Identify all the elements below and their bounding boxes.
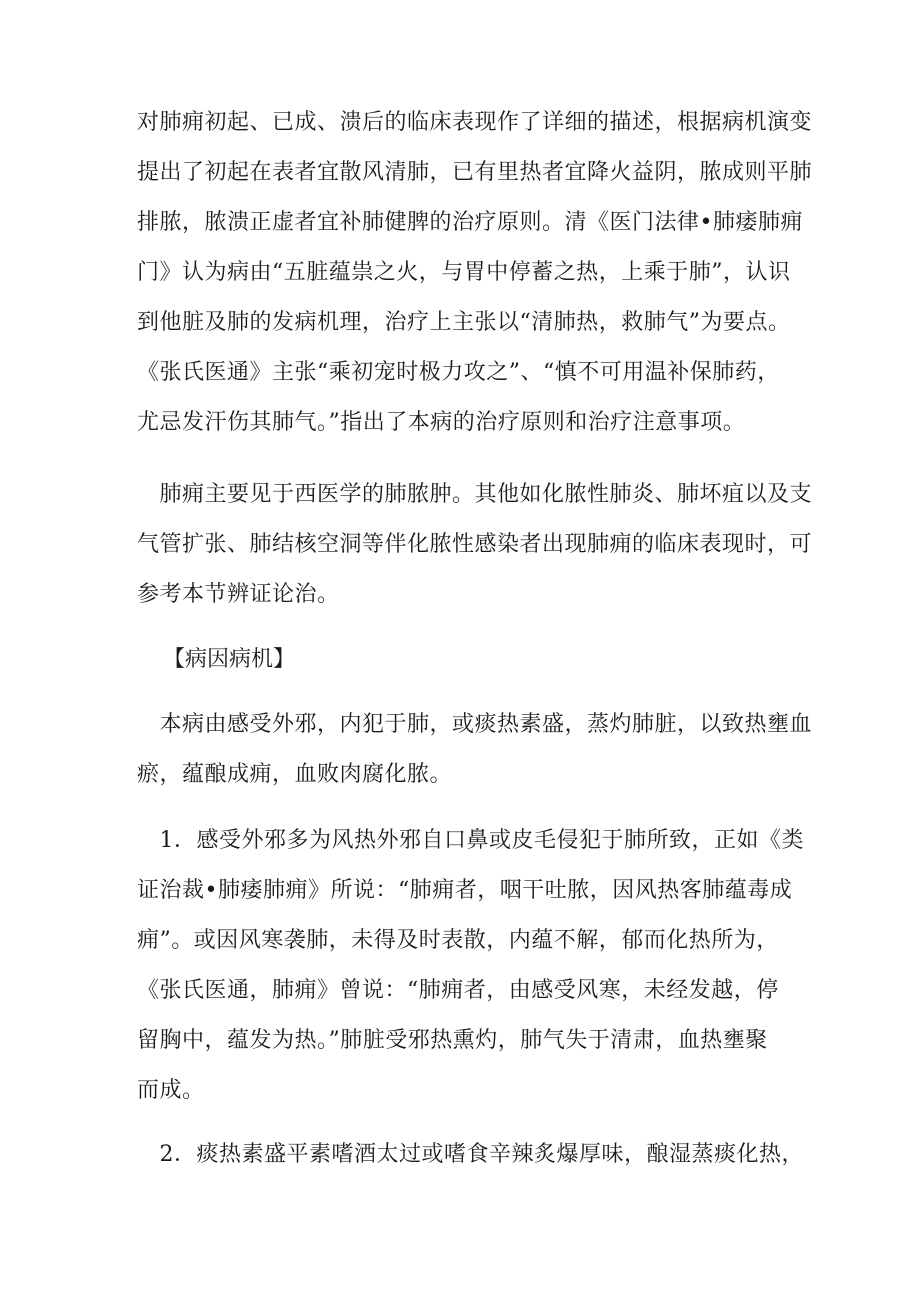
section-heading: 【病因病机】 <box>163 647 296 672</box>
text-line: 门》认为病由“五脏蕴祟之火，与胃中停蓄之热，上乘于肺”，认识 <box>137 260 791 285</box>
text-line: 对肺痈初起、已成、溃后的临床表现作了详细的描述，根据病机演变 <box>137 110 813 135</box>
text-line: 2．痰热素盛平素嗜酒太过或嗜食辛辣炙爆厚味，酿湿蒸痰化热， <box>137 1142 804 1167</box>
text-line: 《张氏医通，肺痈》曾说：“肺痈者，由感受风寒，未经发越，停 <box>137 978 779 1003</box>
paragraph-2 <box>137 470 813 620</box>
text-line: 证治裁•肺痿肺痈》所说：“肺痈者，咽干吐脓，因风热客肺蕴毒成 <box>137 878 793 903</box>
text-line: 而成。 <box>137 1078 205 1103</box>
text-line: 留胸中，蕴发为热。”肺脏受邪热熏灼，肺气失于清肃，血热壅聚 <box>137 1028 768 1053</box>
text-line: 本病由感受外邪，内犯于肺，或痰热素盛，蒸灼肺脏，以致热壅血 <box>137 712 813 737</box>
paragraph-1 <box>137 98 813 448</box>
text-line: 1．感受外邪多为风热外邪自口鼻或皮毛侵犯于肺所致，正如《类 <box>137 828 804 853</box>
paragraph-5 <box>137 1130 804 1180</box>
text-line: 痈”。或因风寒袭肺，未得及时表散，内蕴不解，郁而化热所为， <box>137 928 779 953</box>
text-line: 到他脏及肺的发病机理，治疗上主张以“清肺热，救肺气”为要点。 <box>137 310 791 335</box>
text-line: 参考本节辨证论治。 <box>137 582 340 607</box>
text-line: 排脓，脓溃正虚者宜补肺健脾的治疗原则。清《医门法律•肺痿肺痈 <box>137 210 803 235</box>
text-line: 瘀，蕴酿成痈，血败肉腐化脓。 <box>137 762 453 787</box>
paragraph-3 <box>137 700 813 800</box>
paragraph-4 <box>137 816 804 1116</box>
text-line: 提出了初起在表者宜散风清肺，已有里热者宜降火益阴，脓成则平肺 <box>137 160 813 185</box>
text-line: 尤忌发汗伤其肺气。”指出了本病的治疗原则和治疗注意事项。 <box>137 410 746 435</box>
text-line: 肺痈主要见于西医学的肺脓肿。其他如化脓性肺炎、肺坏疽以及支 <box>137 482 813 507</box>
text-line: 气管扩张、肺结核空洞等伴化脓性感染者出现肺痈的临床表现时，可 <box>137 532 813 557</box>
text-line: 《张氏医通》主张“乘初宠时极力攻之”、“慎不可用温补保肺药， <box>137 360 780 385</box>
